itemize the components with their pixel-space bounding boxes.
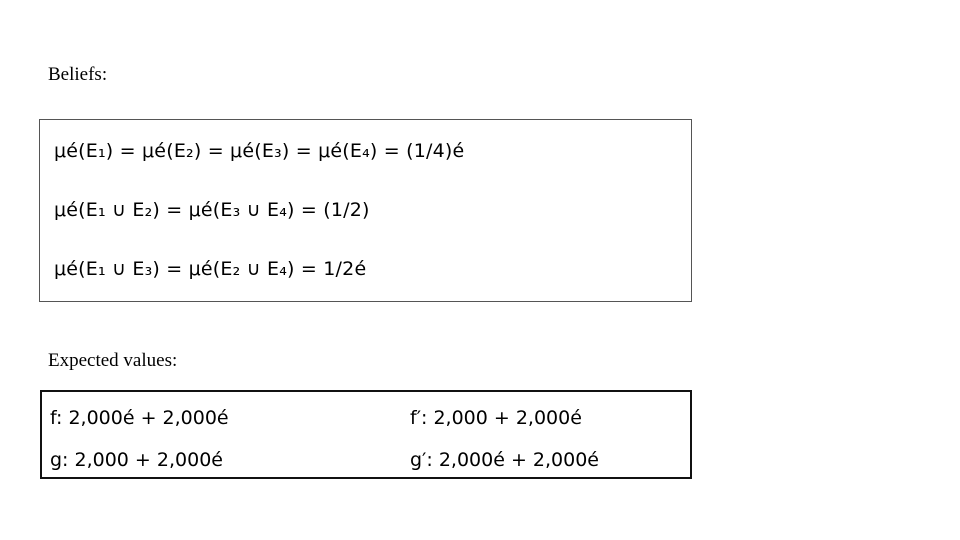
expected-value-f-prime: f′: 2,000 + 2,000é [410, 407, 582, 429]
belief-equation: μé(E₁ ∪ E₃) = μé(E₂ ∪ E₄) = 1/2é [54, 258, 367, 280]
expected-values-box [40, 390, 692, 479]
beliefs-heading: Beliefs: [48, 64, 108, 85]
expected-value-g-prime: g′: 2,000é + 2,000é [410, 449, 599, 471]
beliefs-box [39, 119, 692, 302]
belief-equation: μé(E₁ ∪ E₂) = μé(E₃ ∪ E₄) = (1/2) [54, 199, 370, 221]
expected-value-f: f: 2,000é + 2,000é [50, 407, 229, 429]
expected-value-g: g: 2,000 + 2,000é [50, 449, 223, 471]
expected-values-heading: Expected values: [48, 350, 178, 371]
belief-equation: μé(E₁) = μé(E₂) = μé(E₃) = μé(E₄) = (1/4)é [54, 140, 465, 162]
